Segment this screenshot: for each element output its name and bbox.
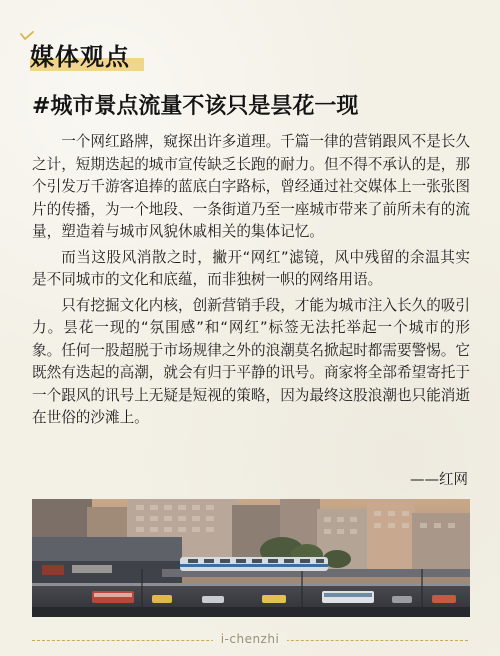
section-title-block bbox=[30, 40, 130, 74]
section-title: 媒体观点 bbox=[30, 43, 130, 71]
source-attribution: ——红网 bbox=[410, 472, 468, 488]
paragraph-2: 而当这股风消散之时，撇开“网红”滤镜，风中残留的余温其实是不同城市的文化和底蕴，而非独树一帜的网络用语。 bbox=[32, 248, 470, 288]
article-body bbox=[32, 131, 470, 433]
footer-watermark-text: i-chenzhi bbox=[213, 632, 288, 646]
paragraph-1: 一个网红路牌，窥探出许多道理。千篇一律的营销跟风不是长久之计，短期迭起的城市宣传缺乏长跑的耐力。但不得不承认的是，那个引发万千游客追捧的蓝底白字路标，曾经通过社交媒体上一张张图片的传播，为一个地段、一条街道乃至一座城市带来了前所未有的流量，塑造着与城市风貌休戚相关的集体记忆。 bbox=[32, 133, 470, 240]
footer-watermark bbox=[0, 628, 500, 650]
city-street-photo bbox=[32, 499, 470, 617]
headline: #城市景点流量不该只是昙花一现 bbox=[32, 94, 359, 119]
city-street-photo-illustration bbox=[32, 499, 470, 617]
paragraph-3: 只有挖掘文化内核，创新营销手段，才能为城市注入长久的吸引力。昙花一现的“氛围感”和“网红”标签无法托举起一个城市的形象。任何一股超脱于市场规律之外的浪潮莫名掀起时都需要警惕。它既然有迭起的高潮，就会有归于平静的讯号。商家将全部希望寄托于一个跟风的讯号上无疑是短视的策略，因为最终这股浪潮也只能消逝在世俗的沙滩上。 bbox=[32, 296, 470, 426]
